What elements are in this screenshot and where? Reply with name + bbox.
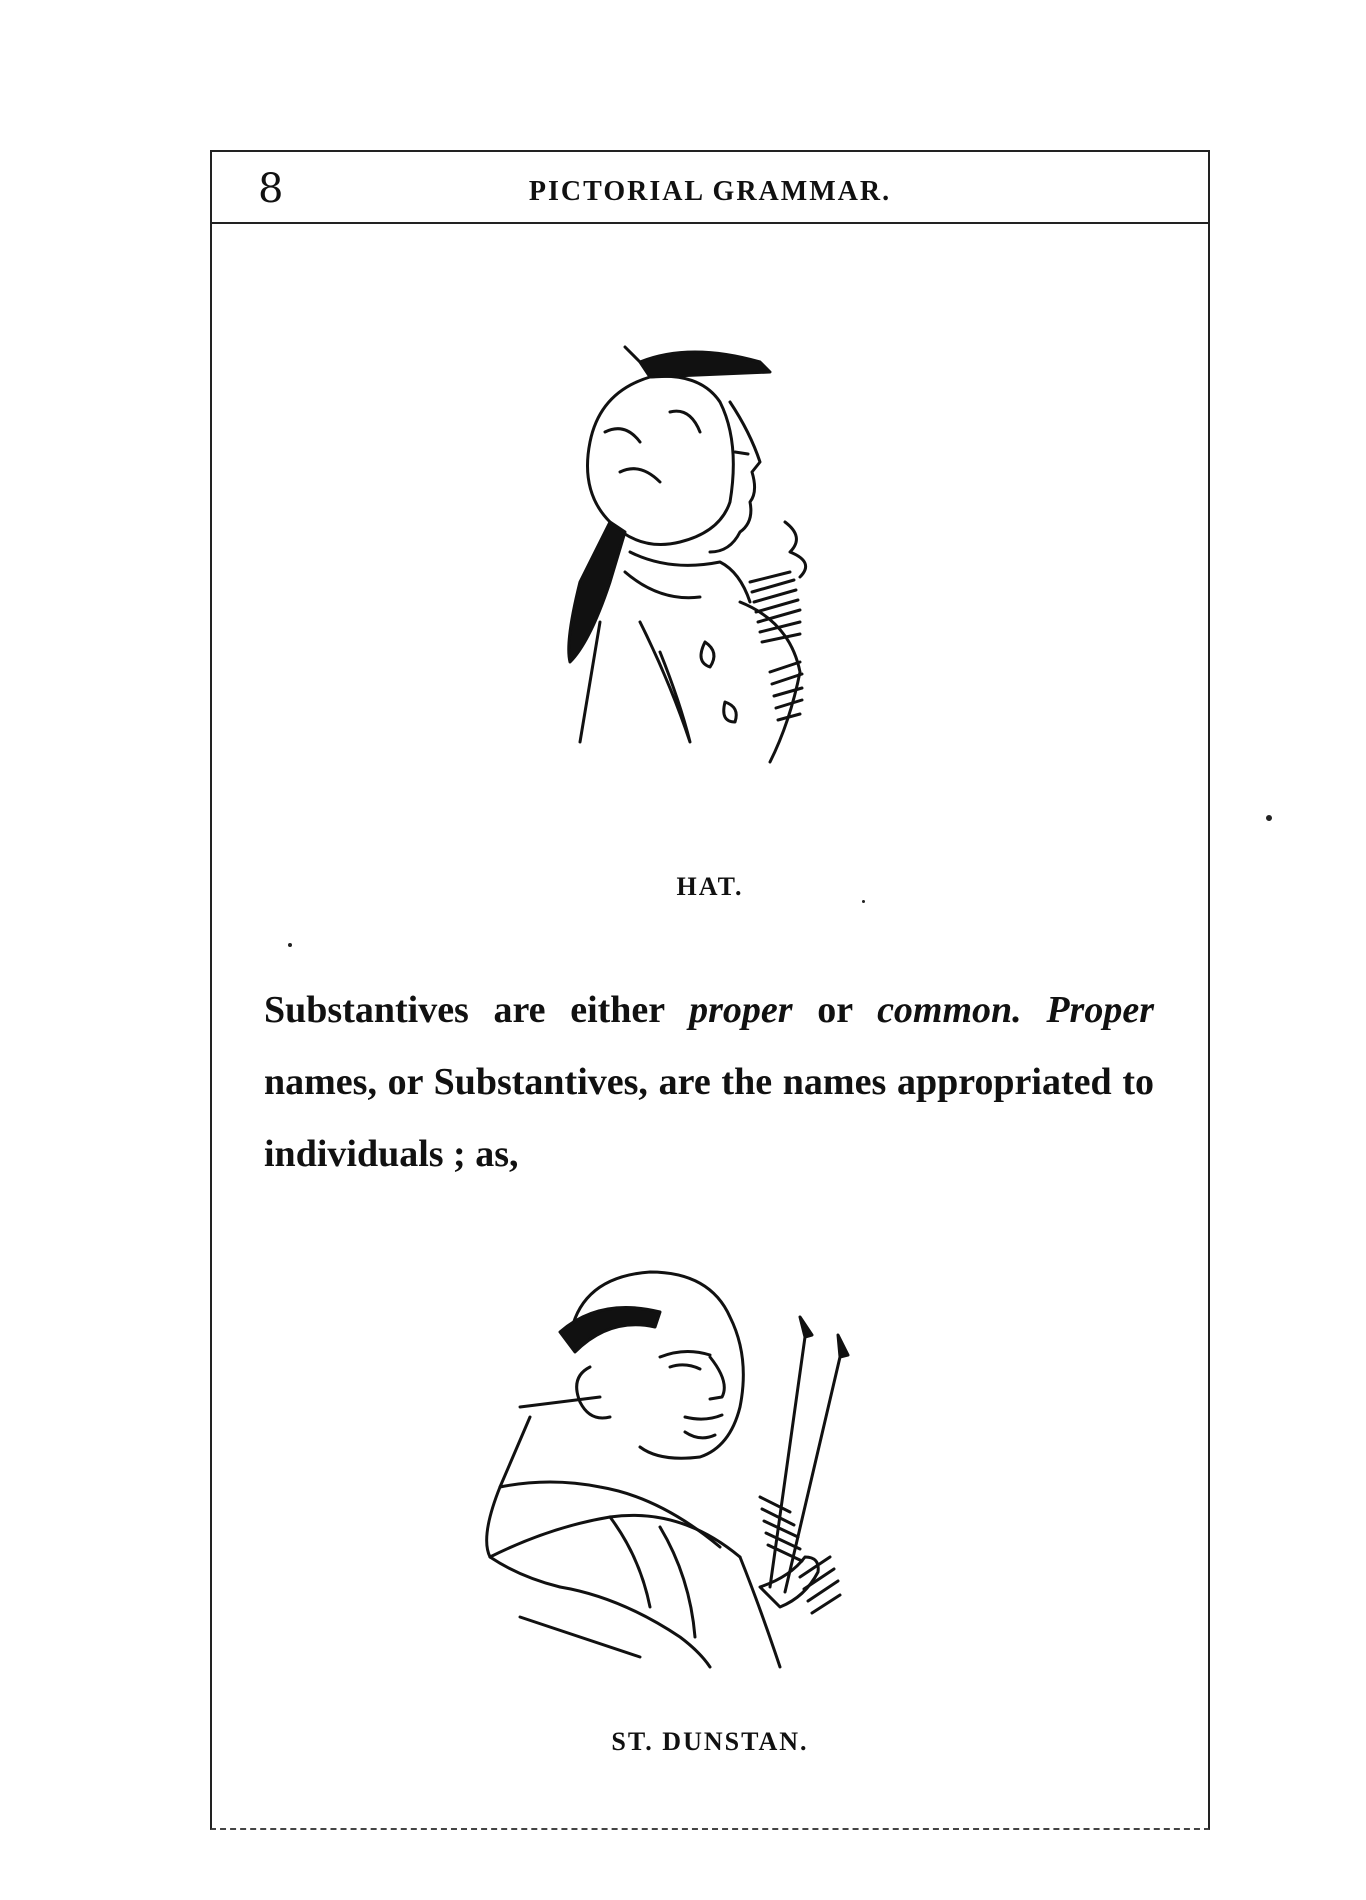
term-proper: proper [689,989,793,1031]
page-number: 8 [258,166,284,212]
sentence-2: names, or Substantives, are the names appropriated to individuals ; as, [264,1061,1154,1175]
running-head: PICTORIAL GRAMMAR. [528,176,892,207]
scan-speck [862,900,865,903]
hat-caption: HAT. [676,872,744,901]
sentence-1-mid: or [792,989,878,1031]
st-dunstan-caption: ST. DUNSTAN. [611,1727,809,1756]
page-frame [210,150,1210,1830]
st-dunstan-illustration [460,1257,960,1687]
scan-speck [288,943,292,947]
body-paragraph [264,974,1154,1190]
hat-illustration [530,322,890,822]
term-common: common. [877,989,1022,1031]
sentence-1-start: Substantives are either [264,989,690,1031]
term-proper-start: Proper [1046,989,1154,1031]
scan-speck [1266,815,1272,821]
page-header [212,152,1208,224]
